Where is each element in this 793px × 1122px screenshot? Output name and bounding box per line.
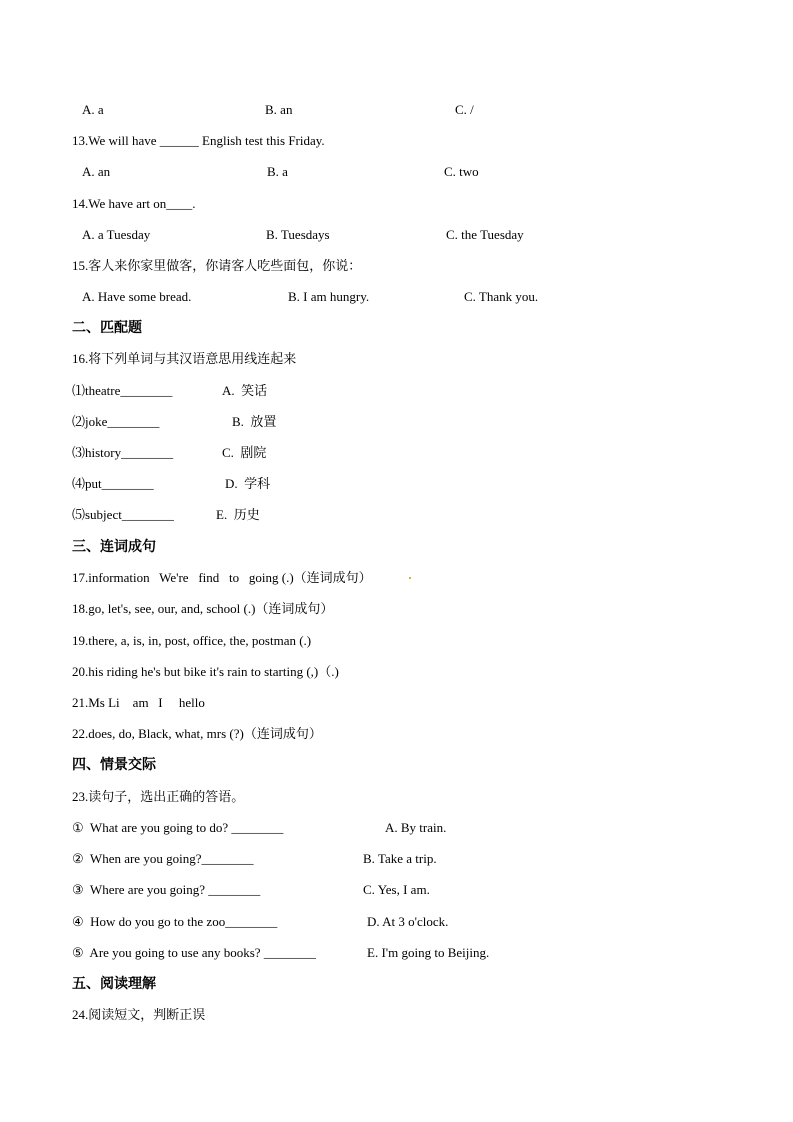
q15-stem-text: 15.客人来你家里做客，你请客人吃些面包，你说： xyxy=(72,258,362,273)
q12-option-b: B. an xyxy=(265,102,293,117)
dialog-question: ① What are you going to do? ________ xyxy=(72,820,284,835)
q13-option-a: A. an xyxy=(82,164,111,179)
match-word: ⑵joke________ xyxy=(72,414,160,429)
dialog-answer: B. Take a trip. xyxy=(363,851,437,866)
dialog-row xyxy=(0,943,490,963)
match-word: ⑷put________ xyxy=(72,476,154,491)
section2-title xyxy=(0,318,142,338)
section5-title-text: 五、阅读理解 xyxy=(72,976,156,992)
section2-title-text: 二、匹配题 xyxy=(72,320,142,336)
q13-stem-text: 13.We will have ______ English test this Friday. xyxy=(72,133,325,148)
dialog-answer: C. Yes, I am. xyxy=(363,882,430,897)
stray-mark xyxy=(409,577,411,579)
section4-title-text: 四、情景交际 xyxy=(72,757,156,773)
dialog-row xyxy=(0,880,430,900)
q12-option-a: A. a xyxy=(82,102,104,117)
match-meaning: C. 剧院 xyxy=(222,445,267,460)
q15-stem xyxy=(0,256,362,276)
section3-title xyxy=(0,537,156,557)
dialog-row xyxy=(0,912,449,932)
dialog-question: ③ Where are you going? ________ xyxy=(72,882,261,897)
q16-stem-text: 16.将下列单词与其汉语意思用线连起来 xyxy=(72,351,297,366)
match-row xyxy=(0,443,267,463)
q12-option-c: C. / xyxy=(455,102,474,117)
sentence-item xyxy=(0,568,372,588)
section5-title xyxy=(0,974,156,994)
sentence-item xyxy=(0,662,339,682)
dialog-row xyxy=(0,818,447,838)
match-meaning: E. 历史 xyxy=(216,507,260,522)
match-meaning: D. 学科 xyxy=(225,476,271,491)
q16-stem xyxy=(0,349,297,369)
q14-stem xyxy=(0,194,196,214)
match-row xyxy=(0,505,260,525)
match-word: ⑸subject________ xyxy=(72,507,174,522)
sentence-item xyxy=(0,599,334,619)
match-meaning: B. 放置 xyxy=(232,414,277,429)
sentence-item-19: 19.there, a, is, in, post, office, the, postman (.) xyxy=(72,633,312,648)
q23-stem xyxy=(0,787,245,807)
q13-options xyxy=(0,162,479,182)
match-meaning: A. 笑话 xyxy=(222,383,268,398)
sentence-item xyxy=(0,631,312,651)
sentence-item xyxy=(0,693,205,713)
q15-options xyxy=(0,287,539,307)
section4-title xyxy=(0,755,156,775)
dialog-question: ⑤ Are you going to use any books? ________ xyxy=(72,945,316,960)
sentence-item-22: 22.does, do, Black, what, mrs (?)（连词成句） xyxy=(72,726,322,741)
sentence-item-20: 20.his riding he's but bike it's rain to starting (,)（.) xyxy=(72,664,339,679)
q13-option-b: B. a xyxy=(267,164,288,179)
dialog-question: ④ How do you go to the zoo________ xyxy=(72,914,278,929)
match-word: ⑴theatre________ xyxy=(72,383,173,398)
q14-option-c: C. the Tuesday xyxy=(446,227,524,242)
dialog-row xyxy=(0,849,437,869)
q24-stem xyxy=(0,1005,206,1025)
match-row xyxy=(0,474,271,494)
sentence-item-17: 17.information We're find to going (.)（连词成句） xyxy=(72,570,372,585)
sentence-item xyxy=(0,724,322,744)
q13-stem xyxy=(0,131,325,151)
dialog-answer: D. At 3 o'clock. xyxy=(367,914,449,929)
dialog-question: ② When are you going?________ xyxy=(72,851,254,866)
dialog-answer: A. By train. xyxy=(385,820,447,835)
q14-option-a: A. a Tuesday xyxy=(82,227,151,242)
q23-stem-text: 23.读句子，选出正确的答语。 xyxy=(72,789,245,804)
q15-option-b: B. I am hungry. xyxy=(288,289,370,304)
q14-stem-text: 14.We have art on____. xyxy=(72,196,196,211)
q12-options xyxy=(0,100,474,120)
section3-title-text: 三、连词成句 xyxy=(72,539,156,555)
q15-option-c: C. Thank you. xyxy=(464,289,539,304)
q24-stem-text: 24.阅读短文，判断正误 xyxy=(72,1007,206,1022)
q13-option-c: C. two xyxy=(444,164,479,179)
q14-options xyxy=(0,225,524,245)
match-word: ⑶history________ xyxy=(72,445,174,460)
q14-option-b: B. Tuesdays xyxy=(266,227,330,242)
match-row xyxy=(0,412,277,432)
sentence-item-21: 21.Ms Li am I hello xyxy=(72,695,205,710)
sentence-item-18: 18.go, let's, see, our, and, school (.)（连词成句） xyxy=(72,601,334,616)
q15-option-a: A. Have some bread. xyxy=(82,289,192,304)
dialog-answer: E. I'm going to Beijing. xyxy=(367,945,490,960)
match-row xyxy=(0,381,268,401)
